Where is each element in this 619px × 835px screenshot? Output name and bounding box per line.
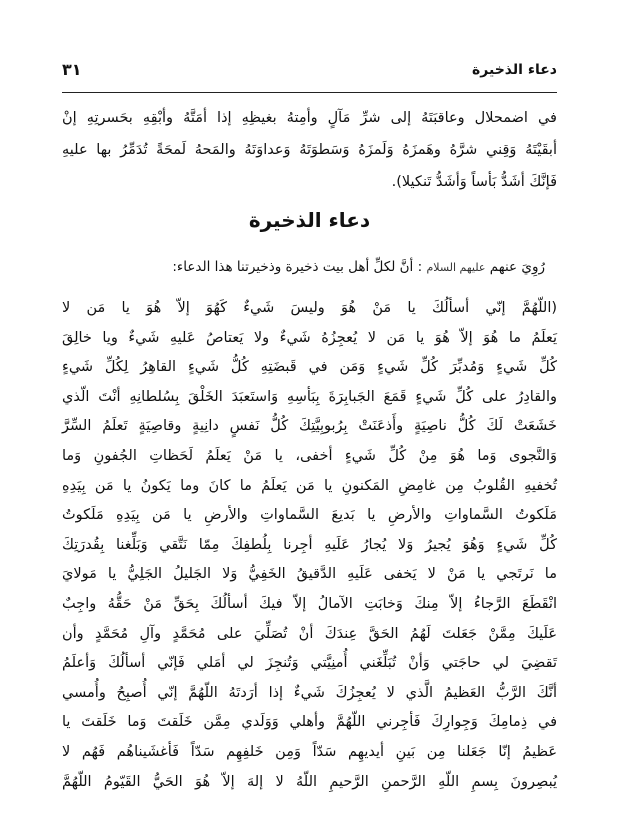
- intro-line: فَإنَّكَ أشَدُّ بَأساً وَأشَدُّ تَنكيلا).: [391, 174, 557, 190]
- intro-line: أبقَيْتَهُ وَقِني شرَّهُ وهَمزَهُ وَلَمزَهُ وَسَطوَتَهُ وَعداوَتَهُ والمَحهُ لَمحَةً تُدَمِّرُ بها عليهِ: [62, 142, 557, 158]
- prayer-line: عَظيمُ إنّا جَعَلنا مِن بَينِ أيديهِم سَدّاً وَمِن خَلفِهِم سَدّاً فَأغشَيناهُم فَهُم لا: [62, 743, 557, 760]
- running-header: [62, 60, 557, 86]
- prayer-line: مَلَكوتُ السَّماواتِ والأرضِ يا بَديعَ السَّماواتِ والأرضِ يا مَن بِيَدِهِ مَلَكوتُ: [62, 507, 557, 524]
- honorific-symbol: عليهم السلام: [426, 261, 486, 274]
- intro-line: في اضمحلال وعاقبَتَهُ إلى شرِّ مَآلٍ وأمِتهُ بغيظِهِ إذا أمَتَّهُ وأبْقِهِ بحَسرتِهِ إنْ: [62, 110, 557, 126]
- prayer-line: خَشَعَتْ لَكَ كُلُّ ناصِيَةٍ وأَذعَنَتْ بِرُبوبِيَّتِكَ كُلُّ نَفسٍ دانِيةٍ وقاصِيَةٍ تَعلَمُ السِّرَّ: [62, 418, 557, 435]
- intro-paragraph: [62, 102, 557, 198]
- narration-before: رُوِيَ عنهم: [489, 259, 545, 275]
- prayer-line: عَلَيكَ مِمَّنْ جَعَلتَ لَهُمُ الحَقَّ عِندَكَ أنْ تُصَلِّيَ على مُحَمَّدٍ وآلِ مُحَمَّدٍ وأن: [62, 625, 557, 642]
- prayer-line: يُبصِرونَ بِسمِ اللّهِ الرَّحمنِ الرَّحيمِ اللّهُ لا إلهَ إلاّ هُوَ الحَيُّ القَيّومُ اللّهُمَّ: [62, 773, 557, 790]
- prayer-line: ما نَرتَجي يا مَنْ لا يَخفى عَلَيهِ الدَّقيقُ الخَفِيُّ وَلا الجَليلُ الجَلِيُّ يا مَولايَ: [62, 566, 557, 583]
- prayer-line: تُخفيهِ القُلوبُ مِن غامِضِ المَكنونِ يا مَن يَعلَمُ ما كانَ وما يَكونُ يا مَن بِيَدِهِ: [62, 477, 557, 494]
- prayer-line: يَعلَمُ ما هُوَ إلاّ هُوَ يا مَن لا يُعجِزُهُ شَيءٌ ولا يَعتاصُ عَليهِ شَيءٌ ويا خالِقَ: [62, 329, 557, 346]
- section-title: دعاء الذخيرة: [248, 208, 371, 232]
- prayer-text: [62, 294, 557, 797]
- prayer-line: انْقَطَعَ الرَّجاءُ إلاّ مِنكَ وَخابَتِ الآمالُ إلاّ فيكَ أسألُكَ بِحَقِّ مَنْ حَقُّهُ واجِبٌ: [62, 595, 557, 612]
- prayer-line: تَقضِيَ لي حاجَتي وَأنْ تُبَلِّغَني أُمنِيَّتي وَتُنجِزَ لي أمَلي فَإنّي أسألُكَ وَأعلَمُ: [62, 655, 557, 672]
- prayer-line: في ذِمامِكَ وَجِوارِكَ فَأجِرني اللّهُمَّ وأهلي وَوَلَدي مِمَّن خَلَقتَ وَما خَلَقتَ يا: [62, 714, 557, 731]
- header-rule: [62, 92, 557, 93]
- prayer-line: أنَّكَ الرَّبُّ العَظيمُ الَّذي لا يُعجِزُكَ شَيءٌ إذا أرَدتَهُ اللّهُمَّ إنّي أُصبِحُ وأُمسي: [62, 684, 557, 701]
- page-number: ٣١: [62, 60, 82, 79]
- header-title: دعاء الذخيرة: [472, 62, 557, 78]
- prayer-line: (اللّهُمَّ إنّي أسألُكَ يا مَنْ هُوَ وليسَ شَيءٌ كَهُوَ إلاّ هُوَ يا مَن لا: [62, 300, 557, 316]
- narration-after: : أنَّ لكلِّ أهل بيت ذخيرة وذخيرتنا هذا الدعاء:: [172, 259, 423, 275]
- prayer-line: كُلِّ شَيءٍ وَهُوَ يُجيرُ وَلا يُجارُ عَلَيهِ أجِرنا بِلُطفِكَ مِمّا نَتَّقي وَبَلِّغنا بِقُدرَتِكَ: [62, 536, 557, 553]
- narration-line: [62, 254, 557, 281]
- prayer-line: كُلِّ شَيءٍ وَمُدبِّرَ كُلِّ شَيءٍ وَمَن في قَبضَتِهِ كُلُّ شَيءٍ القاهِرُ لِكُلِّ شَيءٍ: [62, 359, 557, 376]
- prayer-line: والقادِرُ على كُلِّ شَيءٍ قَمَعَ الجَبابِرَةَ بِبَأسِهِ وَاستَعبَدَ الخَلْقَ بِسُلطانِهِ أنْتَ الّذي: [62, 388, 557, 405]
- prayer-line: وَالنَّجوى وَما هُوَ مِنْ كُلِّ شَيءٍ أخفى، يا مَنْ يَعلَمُ لَحَظاتِ الجُفونِ وَما: [62, 447, 557, 464]
